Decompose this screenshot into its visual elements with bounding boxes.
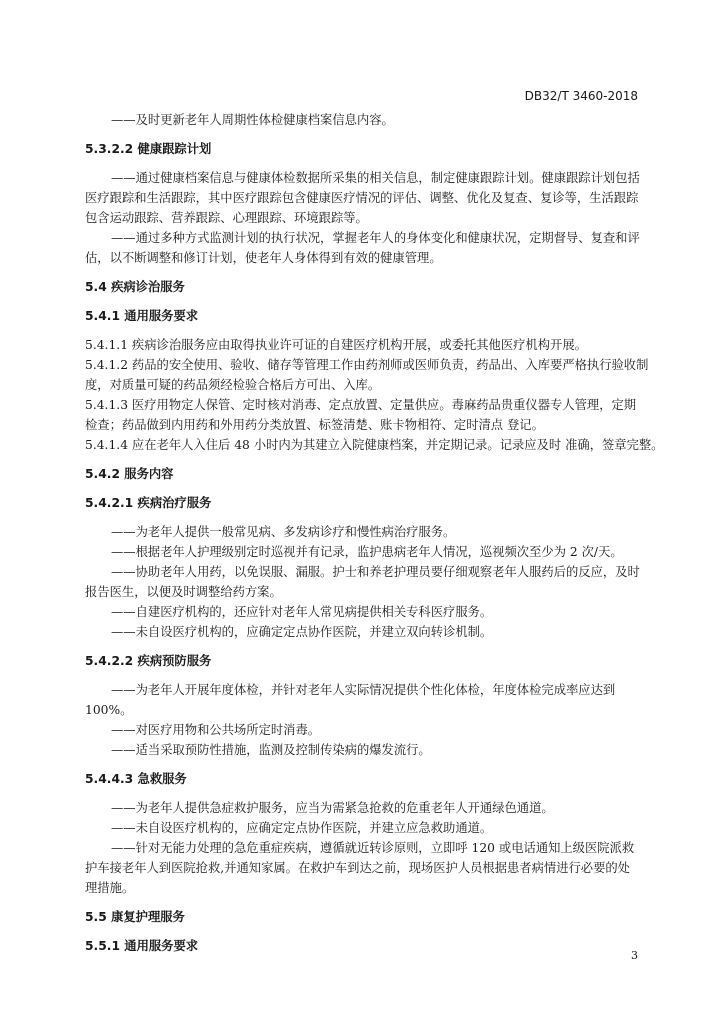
paragraph-line: ——通过健康档案信息与健康体检数据所采集的相关信息，制定健康跟踪计划。健康跟踪计划包括 — [111, 171, 640, 185]
paragraph-line: ——对医疗用物和公共场所定时消毒。 — [111, 723, 321, 737]
paragraph-line: 检查；药品做到内用药和外用药分类放置、标签清楚、账卡物相符、定时清点 登记。 — [85, 418, 544, 432]
paragraph-line: 5.4.1.2 药品的安全使用、验收、储存等管理工作由药剂师或医师负责，药品出、入库要严格执行验收制 — [85, 358, 649, 372]
section-heading: 5.4.4.3 急救服务 — [85, 772, 187, 786]
paragraph-line: 估，以不断调整和修订计划，使老年人身体得到有效的健康管理。 — [85, 251, 442, 265]
section-heading: 5.4.1 通用服务要求 — [85, 309, 199, 323]
paragraph-line: ——协助老年人用药，以免误服、漏服。护士和养老护理员要仔细观察老年人服药后的反应，及时 — [111, 565, 640, 579]
section-heading: 5.4.2.1 疾病治疗服务 — [85, 496, 212, 510]
document-code: DB32/T 3460-2018 — [524, 89, 638, 103]
paragraph-line: ——通过多种方式监测计划的执行状况，掌握老年人的身体变化和健康状况，定期督导、复查和评 — [111, 231, 640, 245]
paragraph-line: ——适当采取预防性措施，监测及控制传染病的爆发流行。 — [111, 743, 431, 757]
paragraph-line: ——及时更新老年人周期性体检健康档案信息内容。 — [111, 113, 394, 127]
paragraph-line: ——为老年人开展年度体检，并针对老年人实际情况提供个性化体检，年度体检完成率应达到 — [111, 683, 616, 697]
paragraph-line: 报告医生，以便及时调整给药方案。 — [85, 585, 282, 599]
paragraph-line: 5.4.1.4 应在老年人入住后 48 小时内为其建立入院健康档案，并定期记录。记录应及时 准确，签章完整。 — [85, 438, 664, 452]
section-heading: 5.5.1 通用服务要求 — [85, 939, 199, 953]
paragraph-line: ——未自设医疗机构的，应确定定点协作医院，并建立应急救助通道。 — [111, 821, 493, 835]
section-heading: 5.4 疾病诊治服务 — [85, 280, 185, 294]
section-heading: 5.4.2 服务内容 — [85, 467, 174, 481]
paragraph-line: 5.4.1.3 医疗用物定人保管、定时核对消毒、定点放置、定量供应。毒麻药品贵重仪器专人管理，定期 — [85, 398, 637, 412]
paragraph-line: 医疗跟踪和生活跟踪，其中医疗跟踪包含健康医疗情况的评估、调整、优化及复查、复诊等，生活跟踪 — [85, 191, 639, 205]
page-number: 3 — [631, 949, 638, 962]
section-heading: 5.5 康复护理服务 — [85, 910, 185, 924]
section-heading: 5.4.2.2 疾病预防服务 — [85, 654, 212, 668]
paragraph-line: 5.4.1.1 疾病诊治服务应由取得执业许可证的自建医疗机构开展，或委托其他医疗机构开展。 — [85, 338, 587, 352]
paragraph-line: ——针对无能力处理的急危重症疾病，遵循就近转诊原则，立即呼 120 或电话通知上级医院派救 — [111, 841, 635, 855]
paragraph-line: 护车接老年人到医院抢救,并通知家属。在救护车到达之前，现场医护人员根据患者病情进行必要的处 — [85, 861, 630, 875]
paragraph-line: ——自建医疗机构的，还应针对老年人常见病提供相关专科医疗服务。 — [111, 605, 493, 619]
paragraph-line: ——根据老年人护理级别定时巡视并有记录，监护患病老年人情况，巡视频次至少为 2 次/天。 — [111, 545, 623, 559]
document-body — [85, 110, 664, 965]
paragraph-line: ——为老年人提供急症救护服务，应当为需紧急抢救的危重老年人开通绿色通道。 — [111, 801, 554, 815]
paragraph-line: 理措施。 — [85, 881, 135, 895]
paragraph-line: ——未自设医疗机构的，应确定定点协作医院，并建立双向转诊机制。 — [111, 625, 493, 639]
paragraph-line: 度，对质量可疑的药品须经检验合格后方可出、入库。 — [85, 378, 381, 392]
paragraph-line: 100%。 — [85, 703, 133, 717]
paragraph-line: ——为老年人提供一般常见病、多发病诊疗和慢性病治疗服务。 — [111, 525, 456, 539]
section-heading: 5.3.2.2 健康跟踪计划 — [85, 142, 212, 156]
paragraph-line: 包含运动跟踪、营养跟踪、心理跟踪、环境跟踪等。 — [85, 211, 368, 225]
